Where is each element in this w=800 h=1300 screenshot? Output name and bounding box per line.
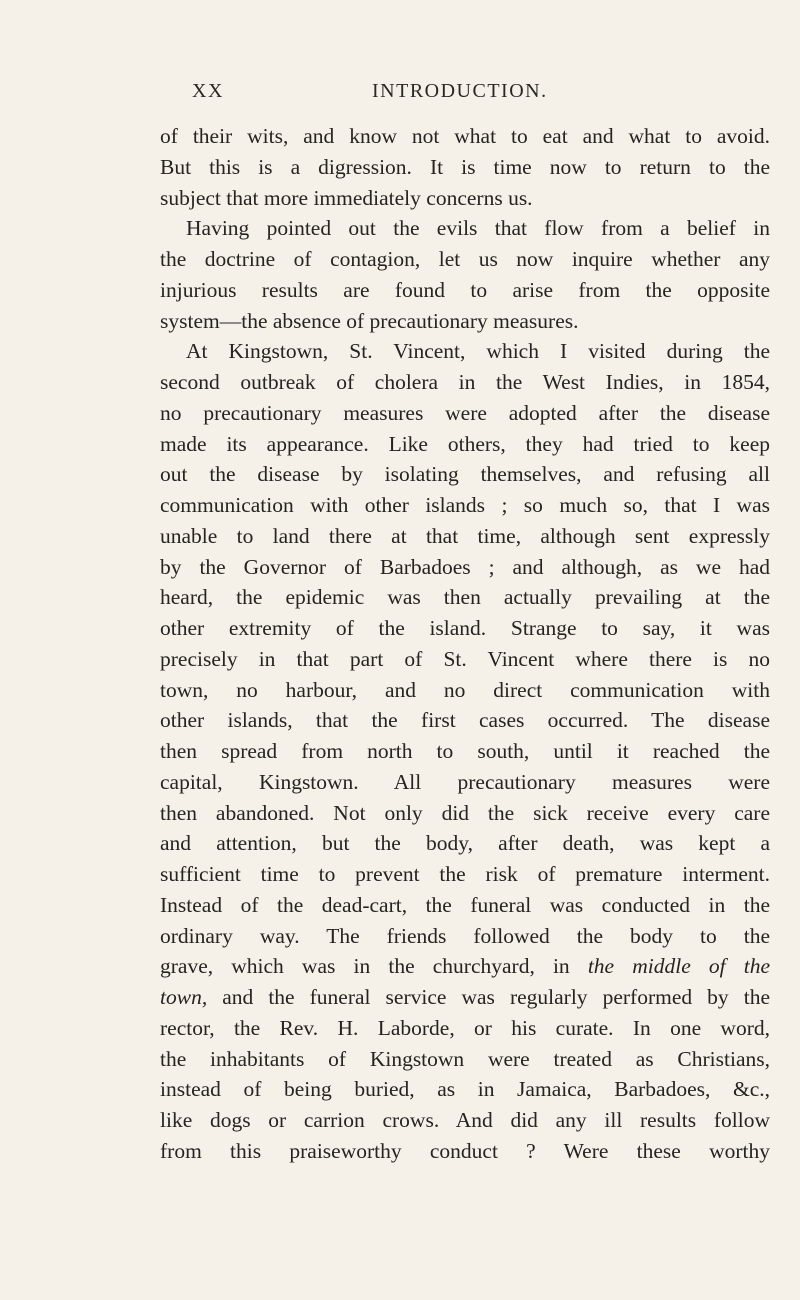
text-segment: and the funeral service was regularly performed by the <box>207 985 770 1009</box>
page-header <box>0 80 800 110</box>
text-line: by the Governor of Barbadoes ; and although, as we had <box>160 554 770 579</box>
text-line: like dogs or carrion crows. And did any ill results follow <box>160 1108 770 1132</box>
text-line: At Kingstown, St. Vincent, which I visited during the <box>186 339 770 364</box>
text-line: capital, Kingstown. All precautionary measures were <box>160 769 770 794</box>
text-line: heard, the epidemic was then actually prevailing at the <box>160 585 770 610</box>
text-segment: grave, which was in the churchyard, in <box>160 954 588 979</box>
text-line: instead of being buried, as in Jamaica, Barbadoes, &c., <box>160 1077 770 1102</box>
text-line: communication with other islands ; so much so, that I was <box>160 493 770 517</box>
italic-phrase: town, <box>160 985 208 1009</box>
text-line-with-italic <box>160 951 770 982</box>
text-line: no precautionary measures were adopted after the disease <box>160 400 770 425</box>
page-number: XX <box>192 80 224 102</box>
text-line: subject that more immediately concerns us. <box>160 185 533 210</box>
text-line: But this is a digression. It is time now to return to the <box>160 154 770 179</box>
text-line: other islands, that the first cases occurred. The disease <box>160 708 770 733</box>
italic-phrase: the middle of the <box>587 954 770 979</box>
text-line-with-italic <box>160 982 770 1013</box>
text-line: the doctrine of contagion, let us now inquire whether any <box>160 247 770 271</box>
text-line: system—the absence of precautionary measures. <box>160 308 579 333</box>
text-line: Having pointed out the evils that flow from a belief in <box>186 216 770 241</box>
text-line: out the disease by isolating themselves, and refusing all <box>160 462 770 487</box>
text-line: and attention, but the body, after death, was kept a <box>160 831 770 856</box>
text-line: made its appearance. Like others, they had tried to keep <box>160 431 770 456</box>
text-line: unable to land there at that time, although sent expressly <box>160 523 770 548</box>
text-line: ordinary way. The friends followed the body to the <box>160 923 770 948</box>
running-head: INTRODUCTION. <box>372 80 548 102</box>
text-line: precisely in that part of St. Vincent where there is no <box>160 646 770 671</box>
text-line: injurious results are found to arise from the opposite <box>160 277 770 302</box>
text-line: of their wits, and know not what to eat and what to avoid. <box>160 124 770 148</box>
text-line: Instead of the dead-cart, the funeral was conducted in the <box>160 892 770 917</box>
text-line: then abandoned. Not only did the sick receive every care <box>160 800 770 825</box>
text-line: town, no harbour, and no direct communication with <box>160 677 770 702</box>
text-line: rector, the Rev. H. Laborde, or his curate. In one word, <box>160 1015 770 1040</box>
text-line: from this praiseworthy conduct ? Were these worthy <box>160 1138 770 1163</box>
text-line: the inhabitants of Kingstown were treated as Christians, <box>160 1046 770 1071</box>
text-line: then spread from north to south, until it reached the <box>160 739 770 763</box>
text-line: other extremity of the island. Strange to say, it was <box>160 616 770 640</box>
body-text <box>160 121 770 1167</box>
text-line: sufficient time to prevent the risk of premature interment. <box>160 862 770 886</box>
text-line: second outbreak of cholera in the West Indies, in 1854, <box>160 370 770 394</box>
